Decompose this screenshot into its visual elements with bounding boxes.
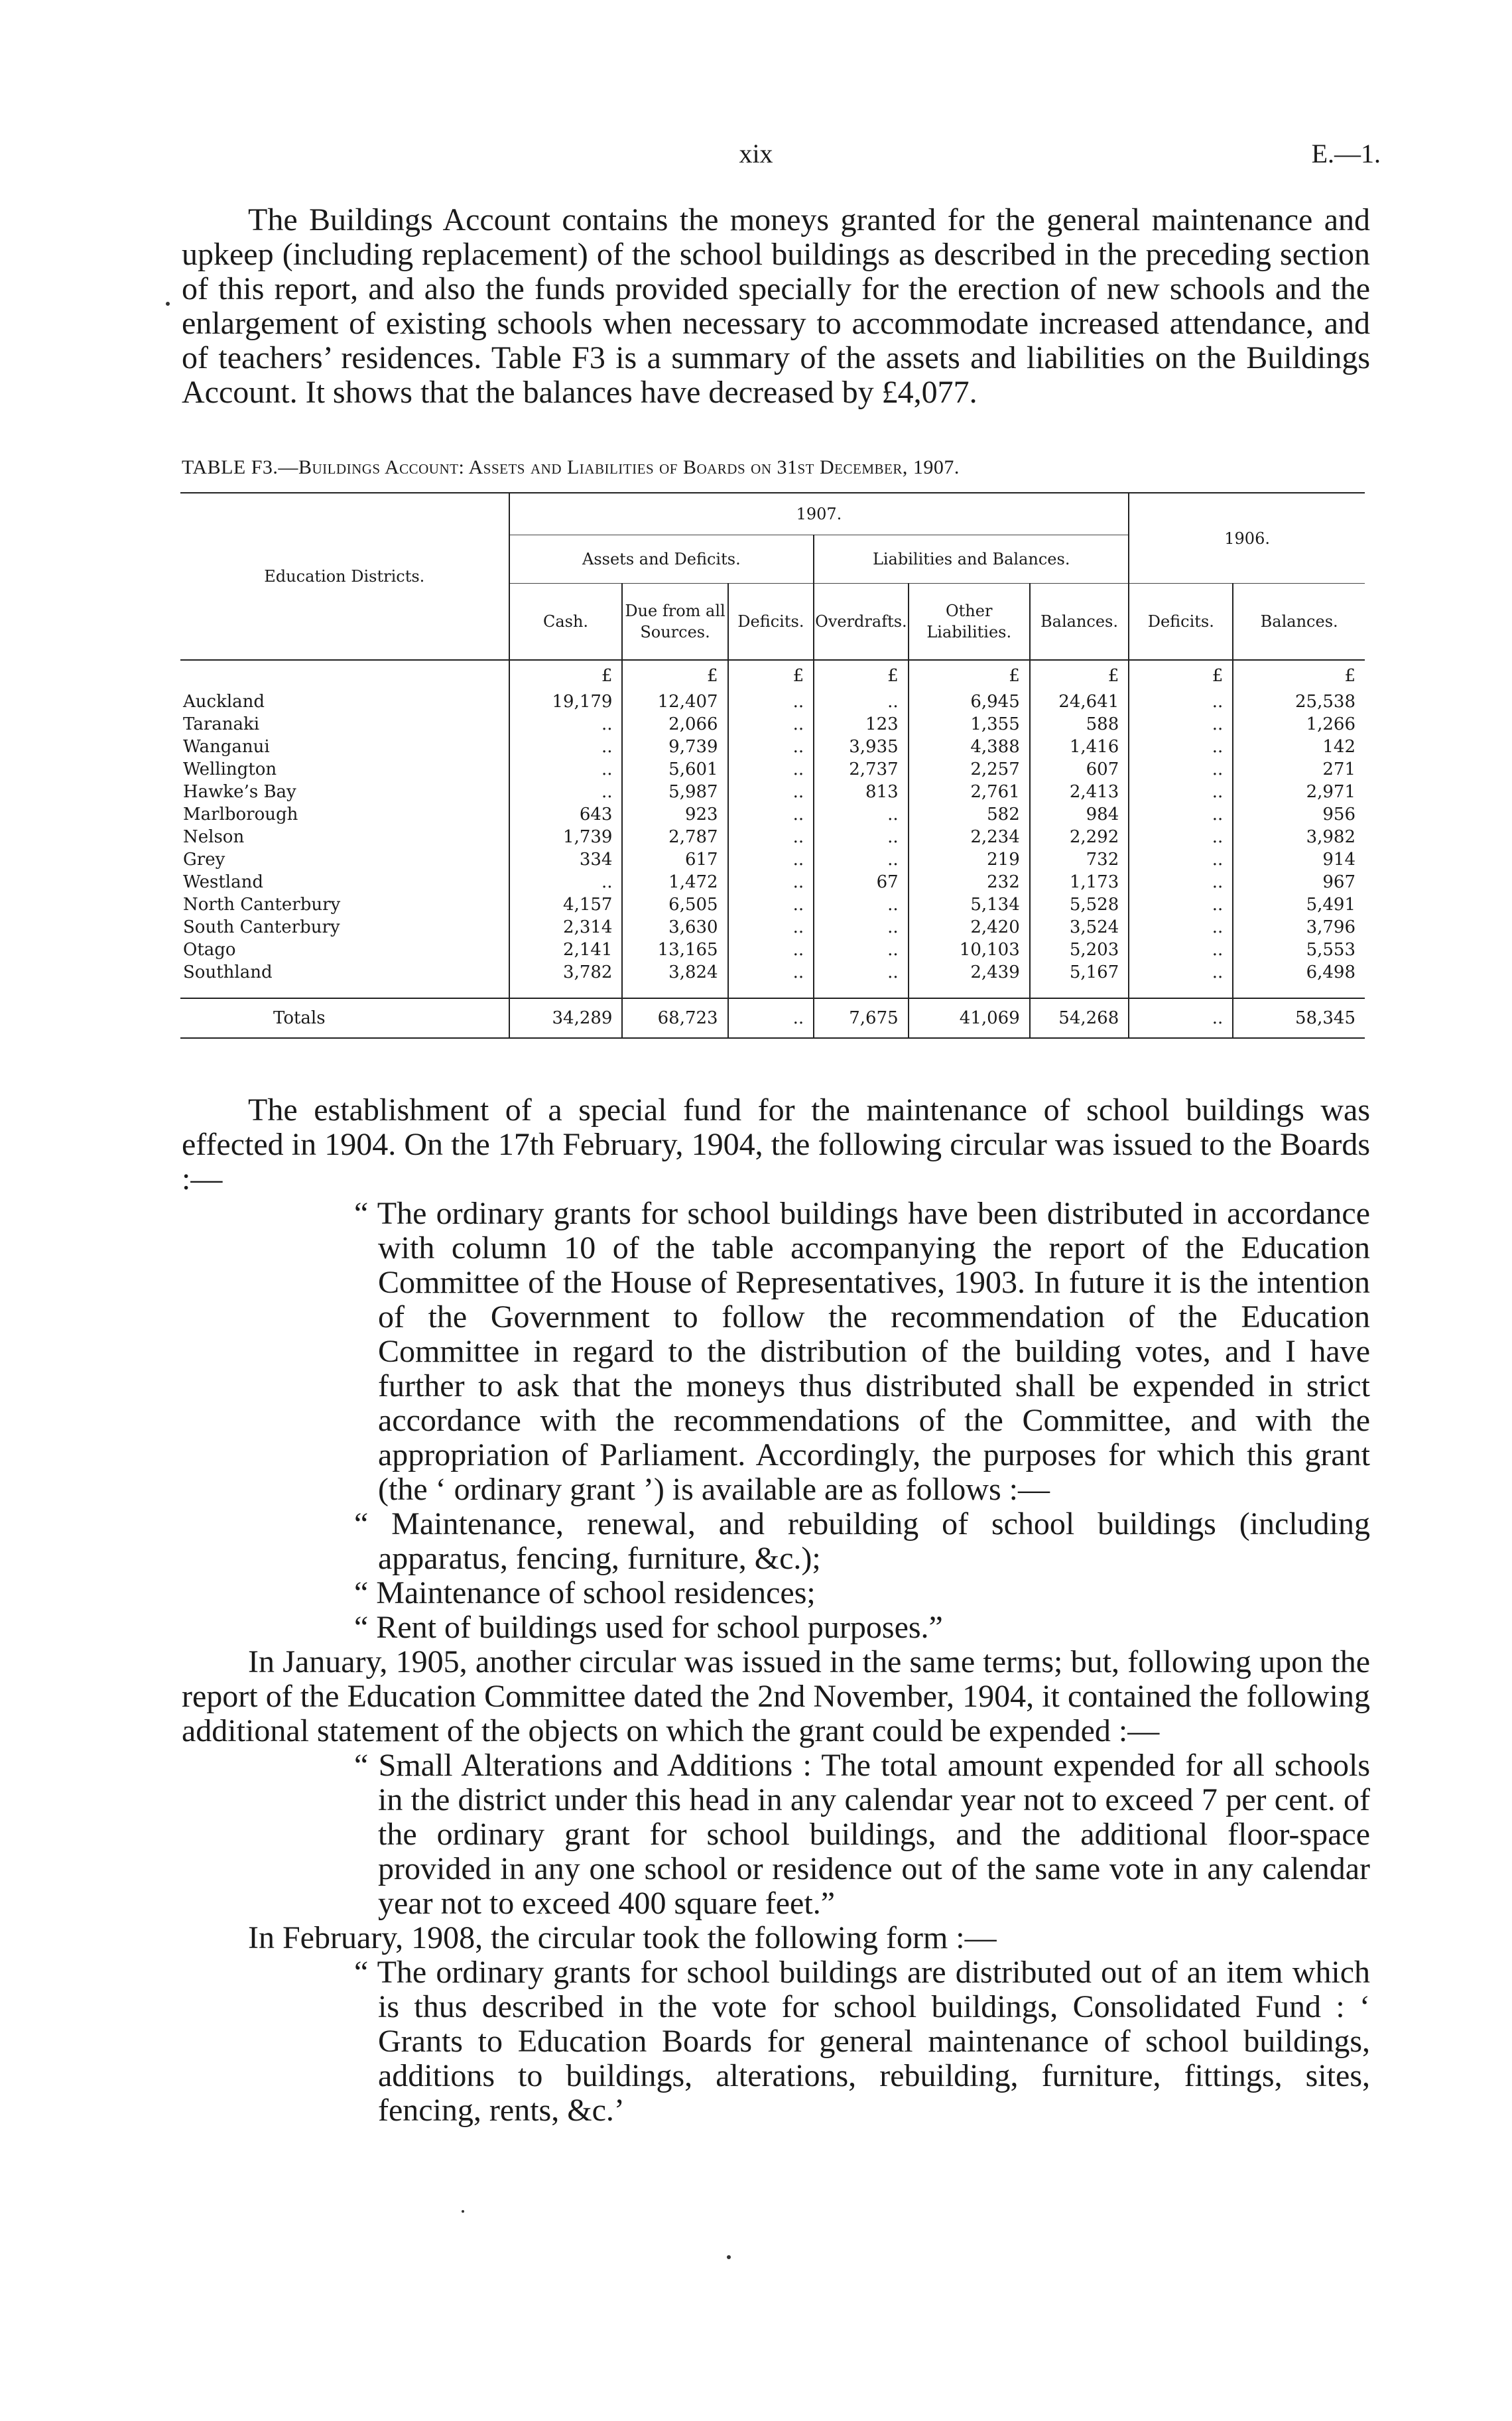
cell-deficits-1906: ..: [1129, 961, 1233, 984]
cell-other-liabilities: 219: [909, 848, 1030, 871]
table-row: [180, 736, 1365, 758]
spacer-cell: [814, 984, 909, 998]
cell-deficits: ..: [728, 803, 814, 826]
cell-due-from-all-sources: 3,824: [622, 961, 727, 984]
cell-balances: 5,203: [1030, 939, 1129, 961]
header-deficits-1906: Deficits.: [1129, 584, 1233, 661]
district-name: Southland: [180, 961, 509, 984]
cell-balances-1906: 142: [1322, 737, 1355, 757]
district-name: Grey: [180, 848, 509, 871]
cell-deficits: ..: [728, 736, 814, 758]
header-overdrafts: Overdrafts.: [814, 584, 909, 661]
cell-overdrafts: ..: [814, 826, 909, 848]
cell-balances: 1,416: [1030, 736, 1129, 758]
cell-deficits: ..: [728, 781, 814, 803]
cell-due-from-all-sources: 12,407: [622, 690, 727, 713]
quote-circular-1904: “ The ordinary grants for school buildings have been distributed in accordance with column 10 of the table accompanying the report of the Education Committee of the House of Representatives, 1903. In future it is the intention of the Government to follow the recommendation of the Education Committee in regard to the distribution of the building votes, and I have further to ask that the moneys thus distributed shall be expended in strict accordance with the recommendations of the Committee, and with the appropriation of Parliament. Accordingly, the purposes for which this grant (the ‘ ordinary grant ’) is available are as follows :—: [354, 1196, 1370, 1507]
cell-deficits-1906: ..: [1129, 939, 1233, 961]
quote-ordinary-grants-1908: “ The ordinary grants for school buildings are distributed out of an item which is thus described in the vote for school buildings, Consolidated Fund : ‘ Grants to Education Boards for general maintenance of school buildings, additions to buildings, alterations, rebuilding, furniture, fittings, sites, fencing, rents, &c.’: [354, 1955, 1370, 2128]
totals-label: Totals: [180, 998, 509, 1038]
cell-other-liabilities: 2,234: [909, 826, 1030, 848]
cell-other-liabilities: 1,355: [909, 713, 1030, 736]
total-deficits: ..: [728, 998, 814, 1038]
para-special-fund: The establishment of a special fund for the maintenance of school buildings was effected in 1904. On the 17th February, 1904, the following circular was issued to the Boards :—: [182, 1092, 1370, 1197]
total-deficits-1906: ..: [1129, 998, 1233, 1038]
district-name: Hawke’s Bay: [180, 781, 509, 803]
cell-deficits-1906: ..: [1129, 826, 1233, 848]
cell-deficits-1906: ..: [1129, 916, 1233, 939]
cell-balances-1906: 914: [1322, 850, 1355, 870]
cell-overdrafts: 2,737: [814, 758, 909, 781]
table-caption: [182, 456, 1375, 479]
district-name: Auckland: [180, 690, 509, 713]
district-name: Wanganui: [180, 736, 509, 758]
total-balances-1906: 58,345: [1295, 1008, 1355, 1028]
spacer-cell: [1030, 984, 1129, 998]
header-balances: Balances.: [1030, 584, 1129, 661]
table-row: [180, 893, 1365, 916]
spacer-cell: [622, 984, 727, 998]
cell-deficits-1906: ..: [1129, 781, 1233, 803]
unit-due: £: [622, 660, 727, 690]
cell-due-from-all-sources: 6,505: [622, 893, 727, 916]
unit-balances-1906: £: [1344, 665, 1355, 686]
total-due-from-all-sources: 68,723: [622, 998, 727, 1038]
cell-deficits-1906: ..: [1129, 803, 1233, 826]
cell-other-liabilities: 232: [909, 871, 1030, 893]
district-name: Taranaki: [180, 713, 509, 736]
ink-speck: [166, 302, 170, 306]
cell-other-liabilities: 6,945: [909, 690, 1030, 713]
unit-blank: [180, 660, 509, 690]
header-assets-deficits: Assets and Deficits.: [509, 535, 814, 584]
cell-balances-1906: 3,982: [1306, 827, 1355, 847]
cell-other-liabilities: 2,257: [909, 758, 1030, 781]
cell-due-from-all-sources: 2,066: [622, 713, 727, 736]
page-number: xix: [739, 139, 773, 168]
cell-due-from-all-sources: 1,472: [622, 871, 727, 893]
cell-balances-1906: 6,498: [1306, 962, 1355, 982]
cell-overdrafts: ..: [814, 848, 909, 871]
cell-balances-1906: 5,553: [1306, 940, 1355, 960]
total-overdrafts: 7,675: [814, 998, 909, 1038]
cell-cash: 2,314: [509, 916, 623, 939]
unit-row: [180, 660, 1365, 690]
cell-balances: 1,173: [1030, 871, 1129, 893]
cell-balances-1906: 5,491: [1306, 895, 1355, 915]
para-circular-1905: In January, 1905, another circular was issued in the same terms; but, following upon the report of the Education Committee dated the 2nd November, 1904, it contained the following additional statement of the objects on which the grant could be expended :—: [182, 1644, 1370, 1748]
cell-balances-1906: 271: [1322, 759, 1355, 779]
total-balances: 54,268: [1030, 998, 1129, 1038]
header-other-liabilities: Other Liabilities.: [909, 584, 1030, 661]
cell-overdrafts: ..: [814, 803, 909, 826]
cell-deficits-1906: ..: [1129, 848, 1233, 871]
unit-balances: £: [1030, 660, 1129, 690]
district-name: North Canterbury: [180, 893, 509, 916]
cell-balances: 588: [1030, 713, 1129, 736]
header-balances-1906: Balances.: [1260, 612, 1338, 631]
cell-deficits-1906: ..: [1129, 871, 1233, 893]
cell-overdrafts: ..: [814, 916, 909, 939]
total-other-liabilities: 41,069: [909, 998, 1030, 1038]
para-circular-1908: In February, 1908, the circular took the following form :—: [248, 1920, 997, 1955]
cell-other-liabilities: 2,420: [909, 916, 1030, 939]
cell-deficits: ..: [728, 758, 814, 781]
cell-balances: 24,641: [1030, 690, 1129, 713]
cell-cash: 3,782: [509, 961, 623, 984]
quote-rent-buildings: “ Rent of buildings used for school purposes.”: [354, 1610, 943, 1645]
cell-deficits: ..: [728, 961, 814, 984]
spacer-cell: [1233, 984, 1365, 998]
table-row: [180, 871, 1365, 893]
table-row: [180, 758, 1365, 781]
cell-other-liabilities: 2,439: [909, 961, 1030, 984]
cell-due-from-all-sources: 13,165: [622, 939, 727, 961]
table-caption-title: Buildings Account: Assets and Liabilities of Boards on 31st December, 1907.: [298, 456, 960, 478]
header-education-districts: Education Districts.: [180, 493, 509, 660]
district-name: Wellington: [180, 758, 509, 781]
cell-due-from-all-sources: 5,601: [622, 758, 727, 781]
district-name: South Canterbury: [180, 916, 509, 939]
cell-deficits: ..: [728, 939, 814, 961]
cell-other-liabilities: 2,761: [909, 781, 1030, 803]
table-row: [180, 961, 1365, 984]
spacer-cell: [509, 984, 623, 998]
cell-balances: 984: [1030, 803, 1129, 826]
cell-overdrafts: ..: [814, 690, 909, 713]
table-row: [180, 848, 1365, 871]
cell-deficits-1906: ..: [1129, 893, 1233, 916]
unit-other: £: [909, 660, 1030, 690]
table-body: [180, 660, 1365, 1038]
cell-overdrafts: ..: [814, 939, 909, 961]
header-cash: Cash.: [509, 584, 623, 661]
header-due-from-all-sources: Due from all Sources.: [622, 584, 727, 661]
unit-deficits: £: [728, 660, 814, 690]
table-row: [180, 916, 1365, 939]
cell-deficits-1906: ..: [1129, 713, 1233, 736]
ink-speck: [462, 2210, 464, 2213]
spacer-cell: [909, 984, 1030, 998]
cell-overdrafts: 67: [814, 871, 909, 893]
cell-other-liabilities: 5,134: [909, 893, 1030, 916]
cell-due-from-all-sources: 9,739: [622, 736, 727, 758]
ink-speck: [727, 2255, 731, 2259]
cell-balances: 3,524: [1030, 916, 1129, 939]
cell-deficits: ..: [728, 826, 814, 848]
cell-cash: ..: [509, 871, 623, 893]
table-row: [180, 826, 1365, 848]
district-name: Marlborough: [180, 803, 509, 826]
table-row: [180, 939, 1365, 961]
unit-deficits-1906: £: [1129, 660, 1233, 690]
table-row: [180, 803, 1365, 826]
cell-balances: 5,167: [1030, 961, 1129, 984]
header-deficits: Deficits.: [728, 584, 814, 661]
cell-balances: 5,528: [1030, 893, 1129, 916]
table-row: [180, 690, 1365, 713]
cell-balances: 2,413: [1030, 781, 1129, 803]
cell-deficits-1906: ..: [1129, 690, 1233, 713]
cell-cash: ..: [509, 781, 623, 803]
cell-cash: 334: [509, 848, 623, 871]
cell-overdrafts: ..: [814, 961, 909, 984]
cell-due-from-all-sources: 3,630: [622, 916, 727, 939]
district-name: Westland: [180, 871, 509, 893]
cell-balances-1906: 1,266: [1306, 714, 1355, 734]
cell-balances-1906: 956: [1322, 805, 1355, 824]
unit-cash: £: [509, 660, 623, 690]
cell-balances-1906: 3,796: [1306, 917, 1355, 937]
table-caption-prefix: TABLE F3.—: [182, 456, 298, 478]
cell-balances-1906: 25,538: [1295, 692, 1355, 712]
cell-due-from-all-sources: 617: [622, 848, 727, 871]
cell-cash: 4,157: [509, 893, 623, 916]
document-reference: E.—1.: [1311, 139, 1381, 168]
cell-cash: 2,141: [509, 939, 623, 961]
cell-due-from-all-sources: 5,987: [622, 781, 727, 803]
cell-cash: ..: [509, 758, 623, 781]
cell-deficits: ..: [728, 713, 814, 736]
cell-balances: 2,292: [1030, 826, 1129, 848]
cell-deficits: ..: [728, 690, 814, 713]
cell-cash: 19,179: [509, 690, 623, 713]
spacer-cell: [728, 984, 814, 998]
table-row: [180, 781, 1365, 803]
cell-balances: 607: [1030, 758, 1129, 781]
spacer-row: [180, 984, 1365, 998]
cell-overdrafts: 813: [814, 781, 909, 803]
cell-cash: ..: [509, 736, 623, 758]
cell-balances: 732: [1030, 848, 1129, 871]
cell-deficits: ..: [728, 893, 814, 916]
cell-due-from-all-sources: 2,787: [622, 826, 727, 848]
intro-paragraph: The Buildings Account contains the moneys granted for the general maintenance and upkeep (including replacement) of the school buildings as described in the preceding section of this report, and also the funds provided specially for the erection of new schools and the enlargement of existing schools when necessary to accommodate increased attendance, and of teachers’ residences. Table F3 is a summary of the assets and liabilities on the Buildings Account. It shows that the balances have decreased by £4,077.: [182, 202, 1370, 410]
circulars-section: [182, 1093, 1370, 2128]
cell-cash: 643: [509, 803, 623, 826]
table-row: [180, 713, 1365, 736]
quote-maintenance-renewal: “ Maintenance, renewal, and rebuilding of school buildings (including apparatus, fencing, furniture, &c.);: [354, 1506, 1370, 1576]
total-cash: 34,289: [509, 998, 623, 1038]
cell-overdrafts: 123: [814, 713, 909, 736]
cell-balances-1906: 967: [1322, 872, 1355, 892]
cell-other-liabilities: 10,103: [909, 939, 1030, 961]
cell-overdrafts: 3,935: [814, 736, 909, 758]
spacer-cell: [1129, 984, 1233, 998]
header-year-1907: 1907.: [509, 493, 1129, 535]
header-liabilities-balances: Liabilities and Balances.: [814, 535, 1129, 584]
cell-deficits-1906: ..: [1129, 758, 1233, 781]
cell-deficits: ..: [728, 916, 814, 939]
cell-cash: ..: [509, 713, 623, 736]
cell-cash: 1,739: [509, 826, 623, 848]
spacer-cell: [180, 984, 509, 998]
totals-row: [180, 998, 1365, 1038]
district-name: Otago: [180, 939, 509, 961]
cell-overdrafts: ..: [814, 893, 909, 916]
quote-small-alterations: “ Small Alterations and Additions : The total amount expended for all schools in the district under this head in any calendar year not to exceed 7 per cent. of the ordinary grant for school buildings, and the additional floor-space provided in any one school or residence out of the same vote in any calendar year not to exceed 400 square feet.”: [354, 1748, 1370, 1921]
unit-overdrafts: £: [814, 660, 909, 690]
cell-other-liabilities: 582: [909, 803, 1030, 826]
cell-other-liabilities: 4,388: [909, 736, 1030, 758]
cell-due-from-all-sources: 923: [622, 803, 727, 826]
district-name: Nelson: [180, 826, 509, 848]
buildings-account-table: [180, 492, 1365, 1039]
cell-balances-1906: 2,971: [1306, 782, 1355, 802]
cell-deficits: ..: [728, 848, 814, 871]
quote-school-residences: “ Maintenance of school residences;: [354, 1575, 816, 1610]
header-year-1906: 1906.: [1129, 493, 1365, 584]
cell-deficits-1906: ..: [1129, 736, 1233, 758]
intro-section: [182, 203, 1370, 410]
cell-deficits: ..: [728, 871, 814, 893]
